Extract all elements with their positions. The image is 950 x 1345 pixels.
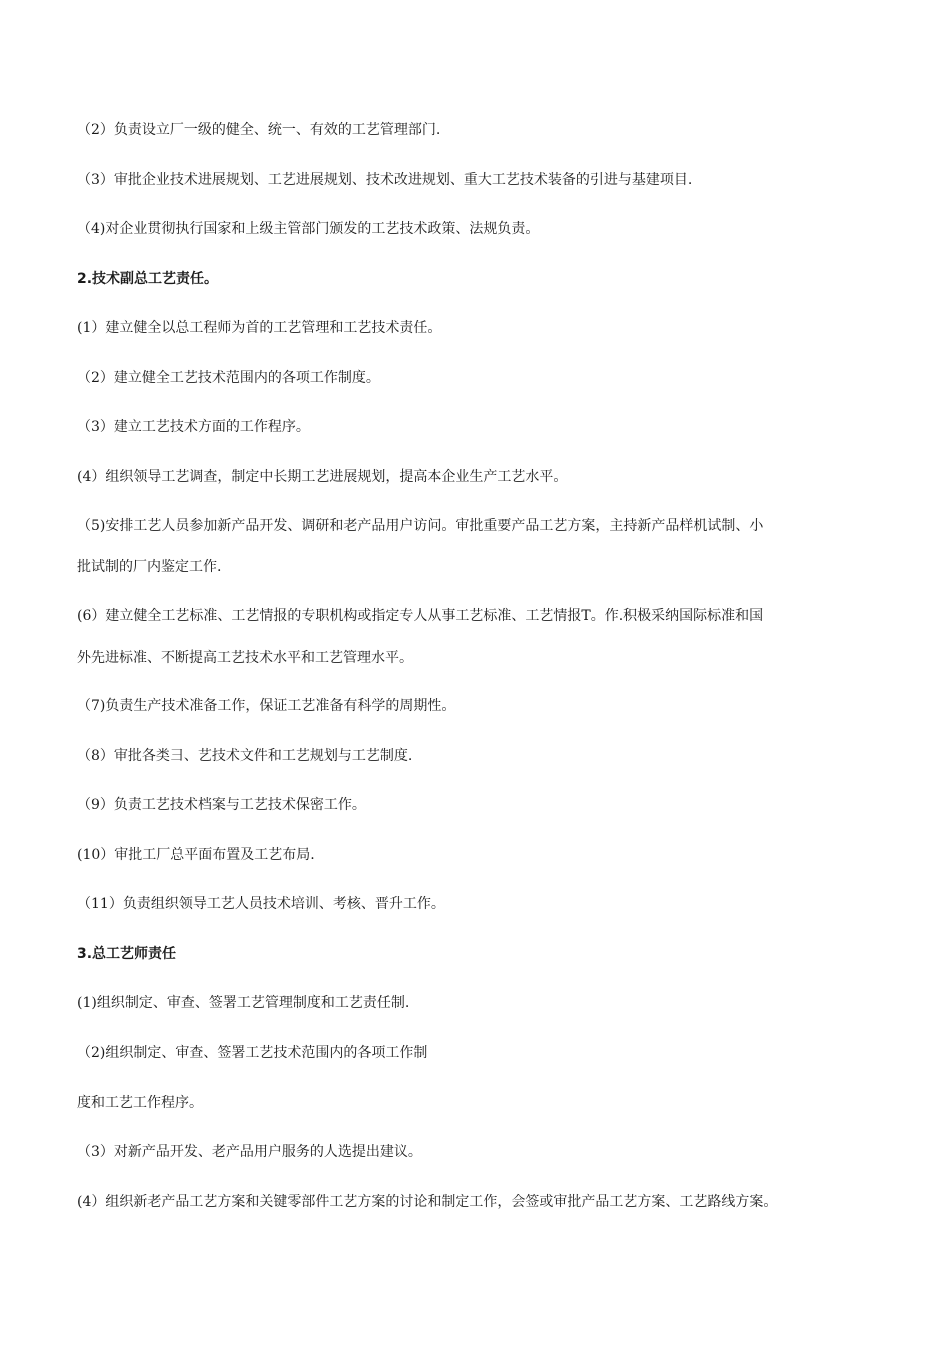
section-heading: 3.总工艺师责任: [77, 946, 177, 962]
text-line: 度和工艺工作程序。: [77, 1095, 203, 1111]
text-line: （3）对新产品开发、老产品用户服务的人选提出建议。: [77, 1144, 422, 1160]
text-line: 外先进标准、不断提高工艺技术水平和工艺管理水平。: [77, 650, 413, 666]
text-line: (1)组织制定、审查、签署工艺管理制度和工艺责任制.: [77, 995, 410, 1011]
text-line: （8）审批各类彐、艺技术文件和工艺规划与工艺制度.: [77, 748, 413, 764]
text-line: (6）建立健全工艺标准、工艺情报的专职机构或指定专人从事工艺标准、工艺情报T。作.积极采纳国际标准和国: [77, 608, 764, 624]
text-line: （9）负责工艺技术档案与工艺技术保密工作。: [77, 797, 366, 813]
text-line: (10）审批工厂总平面布置及工艺布局.: [77, 847, 315, 863]
text-line: (4）组织领导工艺调查，制定中长期工艺进展规划，提高本企业生产工艺水平。: [77, 469, 568, 485]
text-line: (4）组织新老产品工艺方案和关键零部件工艺方案的讨论和制定工作，会签或审批产品工艺方案、工艺路线方案。: [77, 1194, 778, 1210]
text-line: （2)组织制定、审查、签署工艺技术范围内的各项工作制: [77, 1045, 428, 1061]
text-line: （3）建立工艺技术方面的工作程序。: [77, 419, 310, 435]
section-heading: 2.技术副总工艺责任。: [77, 271, 219, 287]
text-line: （4)对企业贯彻执行国家和上级主管部门颁发的工艺技术政策、法规负责。: [77, 221, 540, 237]
text-line: （7)负责生产技术准备工作，保证工艺准备有科学的周期性。: [77, 698, 456, 714]
text-line: （5)安排工艺人员参加新产品开发、调研和老产品用户访问。审批重要产品工艺方案，主持新产品样机试制、小: [77, 518, 764, 534]
text-line: （11）负责组织领导工艺人员技术培训、考核、晋升工作。: [77, 896, 445, 912]
text-line: 批试制的厂内鉴定工作.: [77, 559, 222, 575]
text-line: （3）审批企业技术进展规划、工艺进展规划、技术改进规划、重大工艺技术装备的引进与基建项目.: [77, 172, 693, 188]
text-line: (1）建立健全以总工程师为首的工艺管理和工艺技术责任。: [77, 320, 442, 336]
text-line: （2）负责设立厂一级的健全、统一、有效的工艺管理部门.: [77, 122, 441, 138]
text-line: （2）建立健全工艺技术范围内的各项工作制度。: [77, 370, 380, 386]
